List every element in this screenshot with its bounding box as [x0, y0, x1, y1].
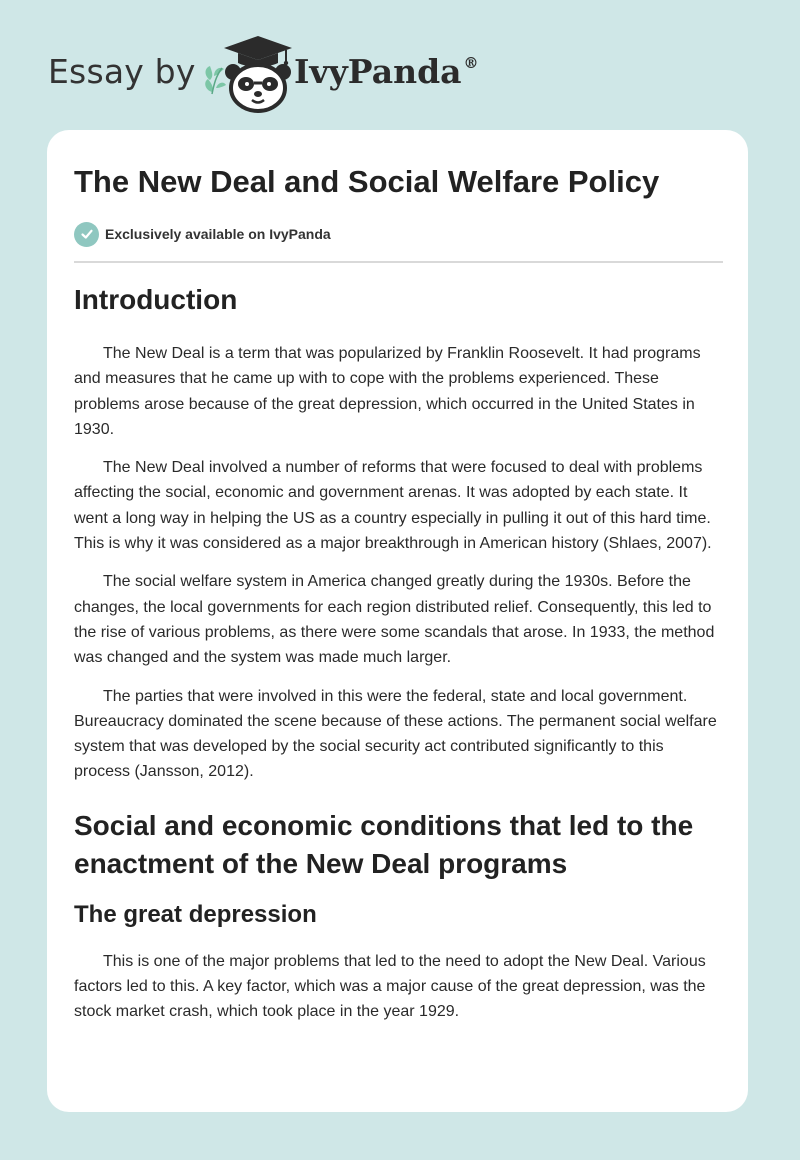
paragraph: The New Deal involved a number of reforms that were focused to deal with problems affecting the social, economic and government arenas. It was adopted by each state. It went a long way in helping the US as a country especially in pulling it out of this hard time. This is why it was considered as a major breakthrough in American history (Shlaes, 2007).	[74, 459, 712, 553]
paragraph: The social welfare system in America changed greatly during the 1930s. Before the changes, the local governments for each region distributed relief. Consequently, this led to the rise of various problems, as there were some scandals that arose. In 1933, the method was changed and the system was made much larger.	[74, 573, 715, 667]
paragraph: The parties that were involved in this were the federal, state and local government. Bureaucracy dominated the scene because of these actions. The permanent social welfare system that was developed by the social security act contributed significantly to this process (Jansson, 2012).	[74, 687, 717, 781]
site-brand[interactable]	[48, 30, 508, 114]
registered-mark: ®	[463, 54, 479, 72]
panda-graduate-logo-icon	[200, 32, 296, 114]
check-icon	[74, 222, 99, 247]
essay-card	[47, 130, 748, 1112]
essay-body	[74, 280, 724, 1038]
subsection-heading: The great depression	[74, 900, 317, 928]
exclusive-badge	[74, 221, 331, 247]
brand-name-text: IvyPanda	[294, 52, 462, 91]
ivypanda-wordmark	[294, 52, 479, 91]
exclusive-badge-label: Exclusively available on IvyPanda	[105, 226, 331, 242]
essay-by-label: Essay by	[48, 52, 196, 91]
paragraph: The New Deal is a term that was popularized by Franklin Roosevelt. It had programs and measures that he came up with to cope with the problems experienced. These problems arose because of the great depression, which occurred in the United States in 1930.	[74, 345, 701, 438]
section-heading: Social and economic conditions that led to the enactment of the New Deal programs	[74, 809, 694, 880]
section-introduction	[74, 280, 724, 785]
paragraph: This is one of the major problems that led to the need to adopt the New Deal. Various factors led to this. A key factor, which was a major cause of the great depression, was the stock market crash, which took place in the year 1929.	[74, 952, 706, 1021]
section-social-economic-conditions	[74, 807, 724, 1025]
section-heading: Introduction	[74, 284, 238, 315]
essay-title: The New Deal and Social Welfare Policy	[74, 164, 660, 199]
title-divider	[74, 261, 723, 263]
